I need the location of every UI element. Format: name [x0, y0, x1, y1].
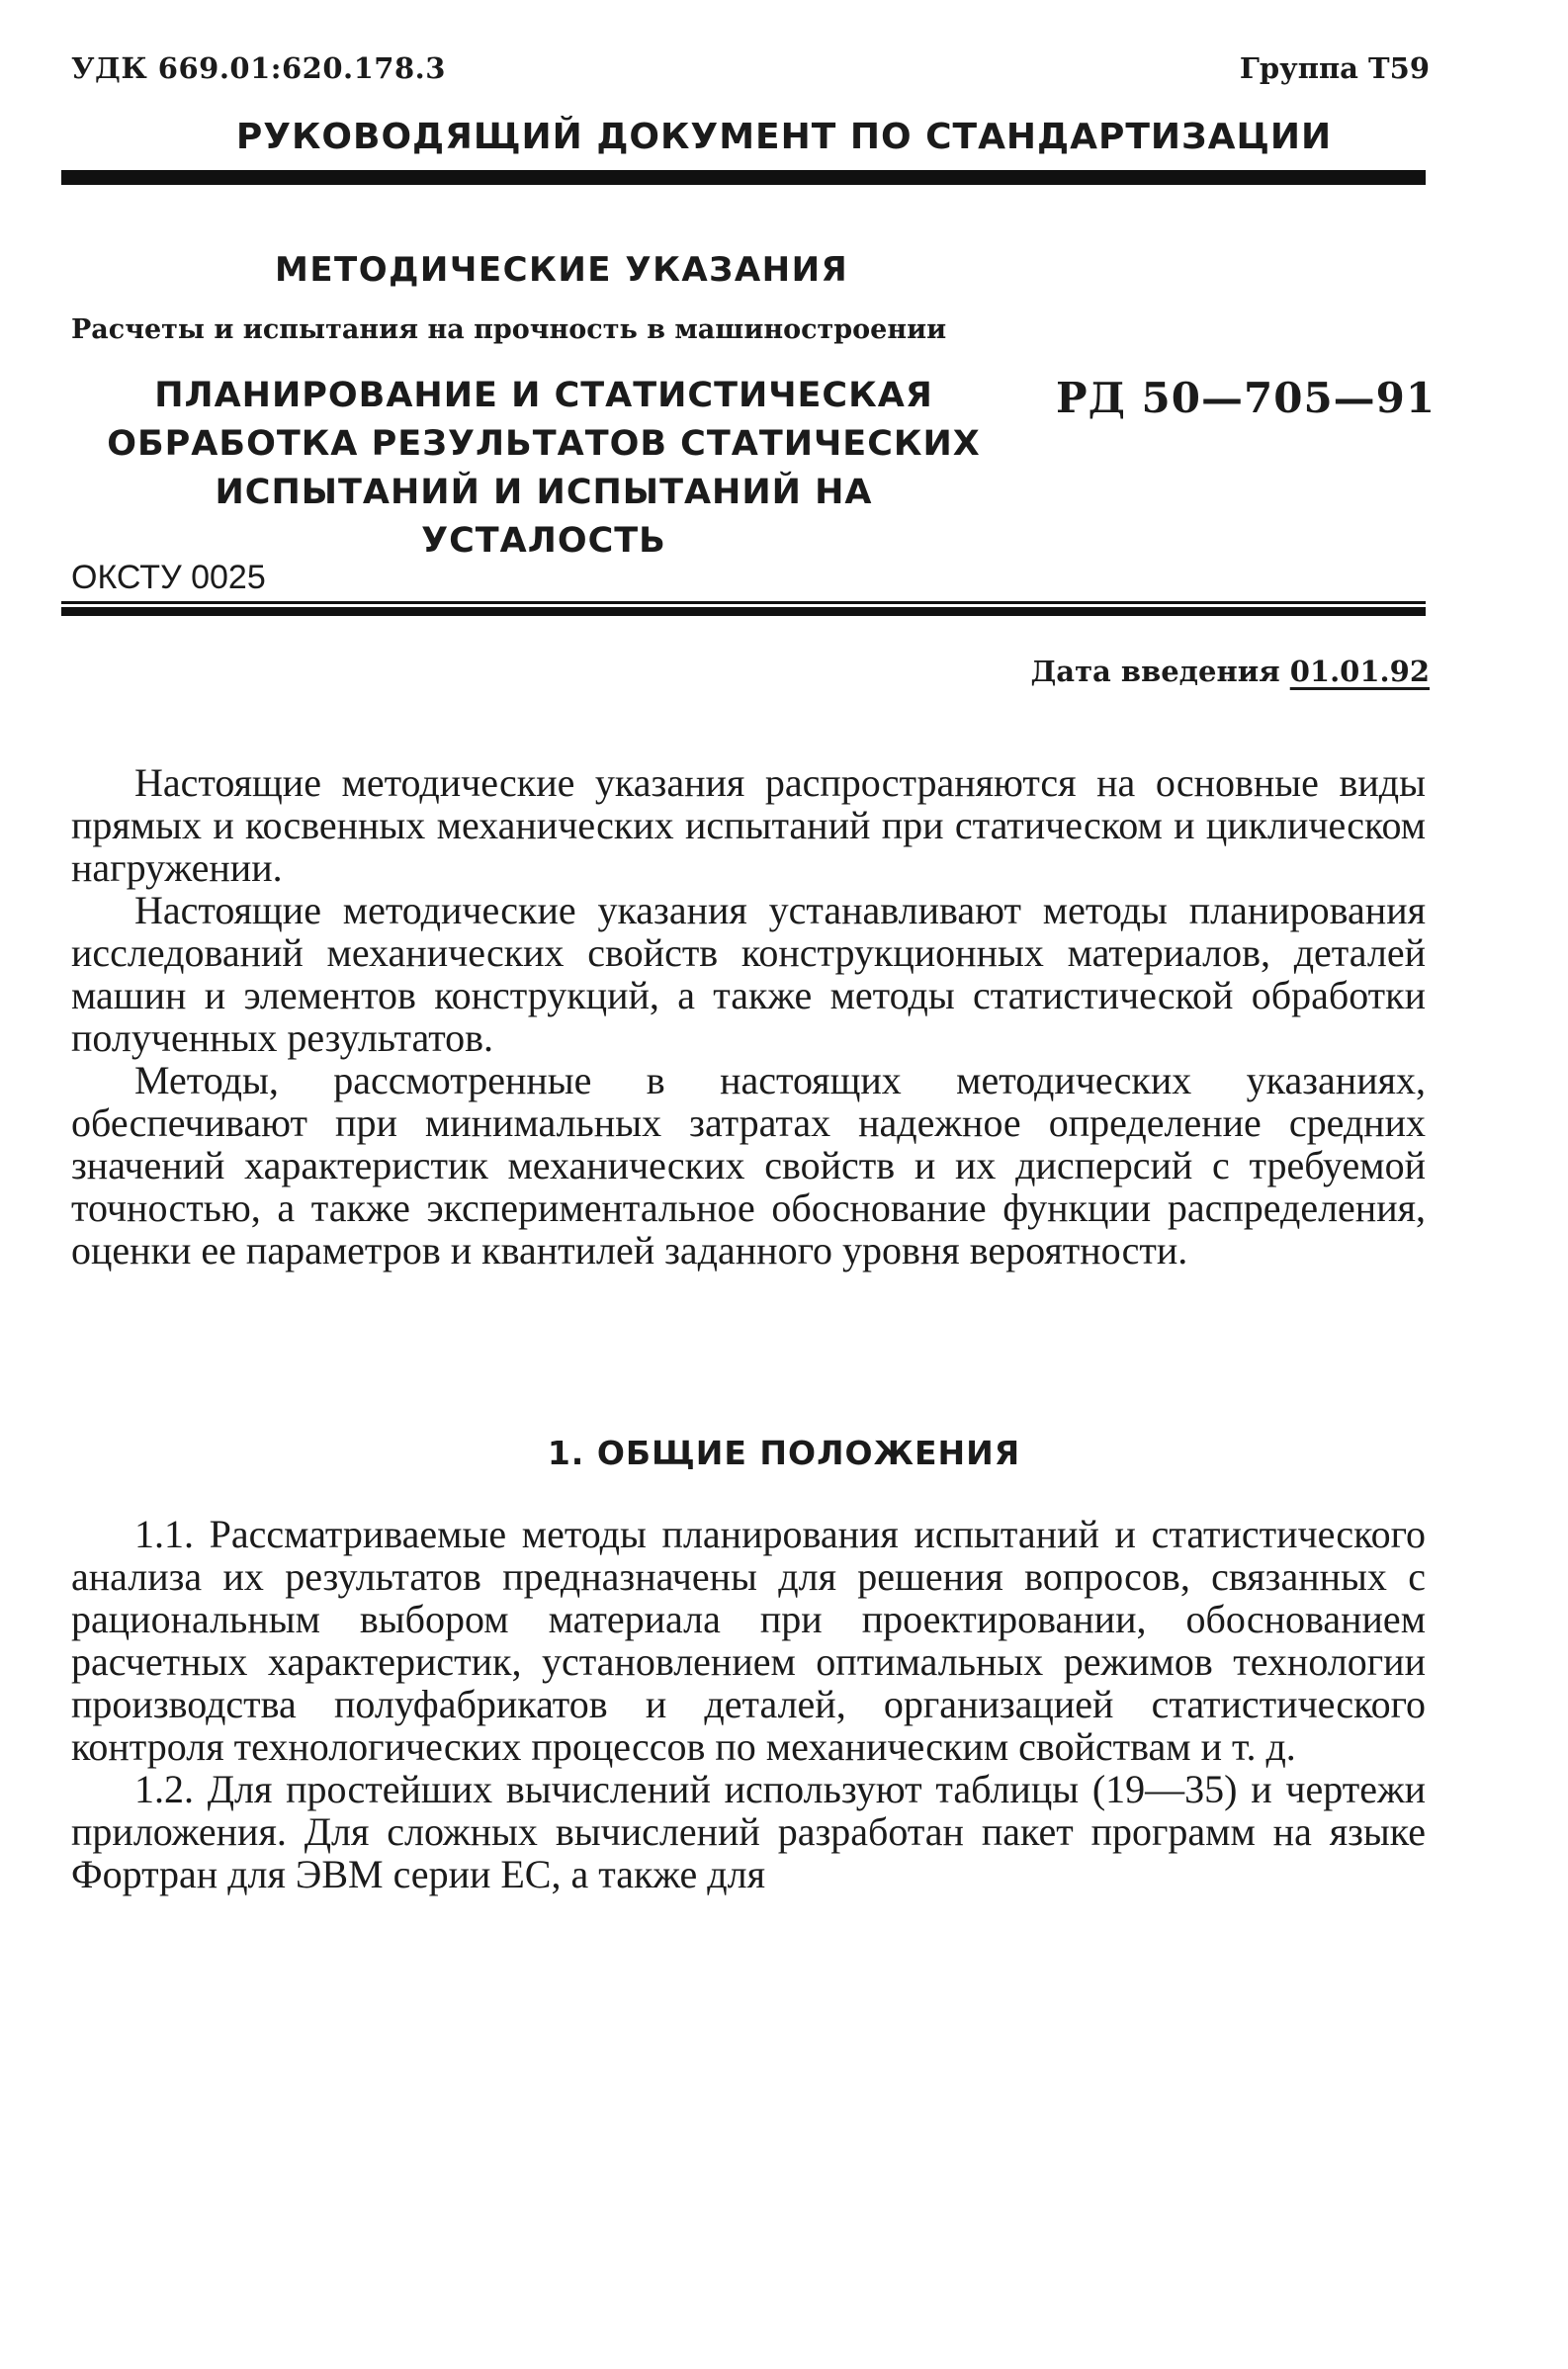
intro-text	[71, 761, 1426, 1272]
title-line: ИСПЫТАНИЙ И ИСПЫТАНИЙ НА УСТАЛОСТЬ	[215, 473, 873, 561]
paragraph: 1.2. Для простейших вычислений используют таблицы (19—35) и чертежи приложения. Для сложных вычислений разработан пакет программ на языке Фортран для ЭВМ серии ЕС, а также для	[71, 1767, 1426, 1896]
okstu-rule-top	[61, 601, 1426, 604]
paragraph: Методы, рассмотренные в настоящих методических указаниях, обеспечивают при минимальных затратах надежное определение средних значений характеристик механических свойств и их дисперсий с требуемой точностью, а также экспериментальное обоснование функции распределения, оценки ее параметров и квантилей заданного уровня вероятности.	[71, 1058, 1426, 1272]
date-value: 01.01.92	[1289, 655, 1430, 688]
document-code: РД 50—705—91	[1056, 374, 1437, 422]
series-title: Расчеты и испытания на прочность в машиностроении	[71, 314, 947, 345]
date-label: Дата введения	[1030, 655, 1280, 688]
okstu-rule-bottom	[61, 607, 1426, 616]
paragraph: Настоящие методические указания распространяются на основные виды прямых и косвенных механических испытаний при статическом и циклическом нагружении.	[71, 760, 1426, 890]
introduction-date	[1031, 655, 1431, 688]
okstu-code: ОКСТУ 0025	[71, 559, 266, 596]
section-heading: 1. ОБЩИЕ ПОЛОЖЕНИЯ	[547, 1434, 1021, 1472]
document-kind: МЕТОДИЧЕСКИЕ УКАЗАНИЯ	[275, 250, 849, 290]
group-code: Группа Т59	[1239, 51, 1430, 85]
title-line: ПЛАНИРОВАНИЕ И СТАТИСТИЧЕСКАЯ	[154, 376, 933, 415]
udk-code: УДК 669.01:620.178.3	[71, 51, 446, 85]
title-line: ОБРАБОТКА РЕЗУЛЬТАТОВ СТАТИЧЕСКИХ	[107, 424, 981, 464]
paragraph: 1.1. Рассматриваемые методы планирования испытаний и статистического анализа их результатов предназначены для решения вопросов, связанных с рациональным выбором материала при проектировании, обоснованием расчетных характеристик, установлением оптимальных режимов технологии производства полуфабрикатов и деталей, организацией статистического контроля технологических процессов по механическим свойствам и т. д.	[71, 1512, 1426, 1769]
document-title	[99, 372, 989, 566]
header-rule	[61, 170, 1426, 185]
paragraph: Настоящие методические указания устанавливают методы планирования исследований механических свойств конструкционных материалов, деталей машин и элементов конструкций, а также методы статистической обработки полученных результатов.	[71, 888, 1426, 1060]
section-1-text	[71, 1513, 1426, 1895]
document-type-heading: РУКОВОДЯЩИЙ ДОКУМЕНТ ПО СТАНДАРТИЗАЦИИ	[235, 117, 1333, 157]
